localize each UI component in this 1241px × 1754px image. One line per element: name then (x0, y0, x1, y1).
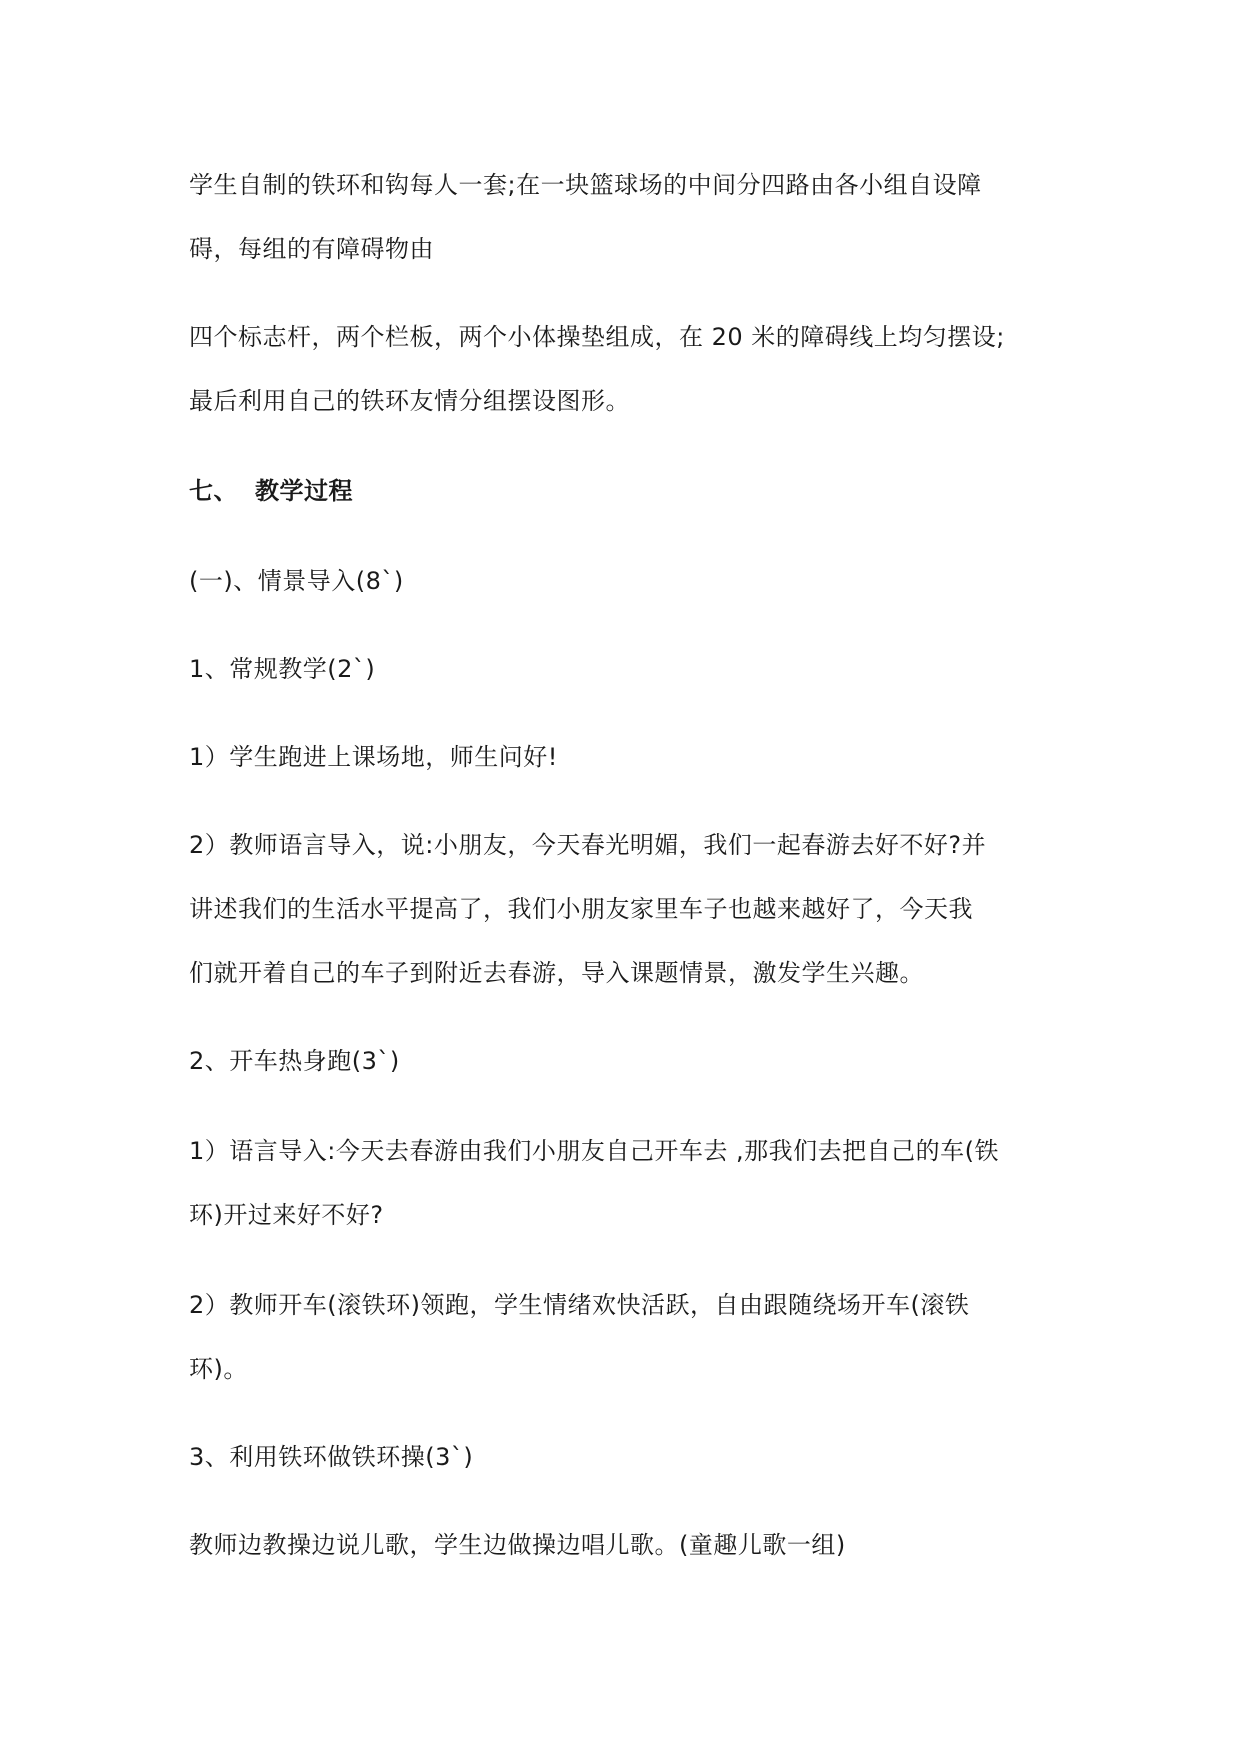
section-heading-title: 教学过程 (255, 477, 353, 505)
paragraph-line: 四个标志杆，两个栏板，两个小体操垫组成，在 20 米的障碍线上均匀摆设; (189, 323, 1005, 351)
paragraph-line: 学生自制的铁环和钩每人一套;在一块篮球场的中间分四路由各小组自设障 (189, 171, 982, 199)
list-item: 1）语言导入:今天去春游由我们小朋友自己开车去 ,那我们去把自己的车(铁 (189, 1137, 999, 1165)
section-heading-number: 七、 (189, 477, 238, 505)
paragraph-line: 教师边教操边说儿歌，学生边做操边唱儿歌。(童趣儿歌一组) (189, 1531, 846, 1559)
list-item: 1）学生跑进上课场地，师生问好! (189, 743, 558, 771)
paragraph-line: 环)开过来好不好? (189, 1201, 384, 1229)
list-item: 3、利用铁环做铁环操(3`) (189, 1443, 474, 1471)
paragraph-line: 碍，每组的有障碍物由 (189, 235, 434, 263)
paragraph-line: 环)。 (189, 1355, 248, 1383)
list-item: 1、常规教学(2`) (189, 655, 376, 683)
subsection-heading: (一)、情景导入(8`) (189, 567, 404, 595)
section-heading (189, 474, 1069, 508)
paragraph-line: 讲述我们的生活水平提高了，我们小朋友家里车子也越来越好了，今天我 (189, 895, 973, 923)
paragraph-line: 们就开着自己的车子到附近去春游，导入课题情景，激发学生兴趣。 (189, 959, 924, 987)
list-item: 2）教师开车(滚铁环)领跑，学生情绪欢快活跃，自由跟随绕场开车(滚铁 (189, 1291, 970, 1319)
list-item: 2）教师语言导入，说:小朋友，今天春光明媚，我们一起春游去好不好?并 (189, 831, 987, 859)
paragraph-line: 最后利用自己的铁环友情分组摆设图形。 (189, 387, 630, 415)
list-item: 2、开车热身跑(3`) (189, 1047, 400, 1075)
